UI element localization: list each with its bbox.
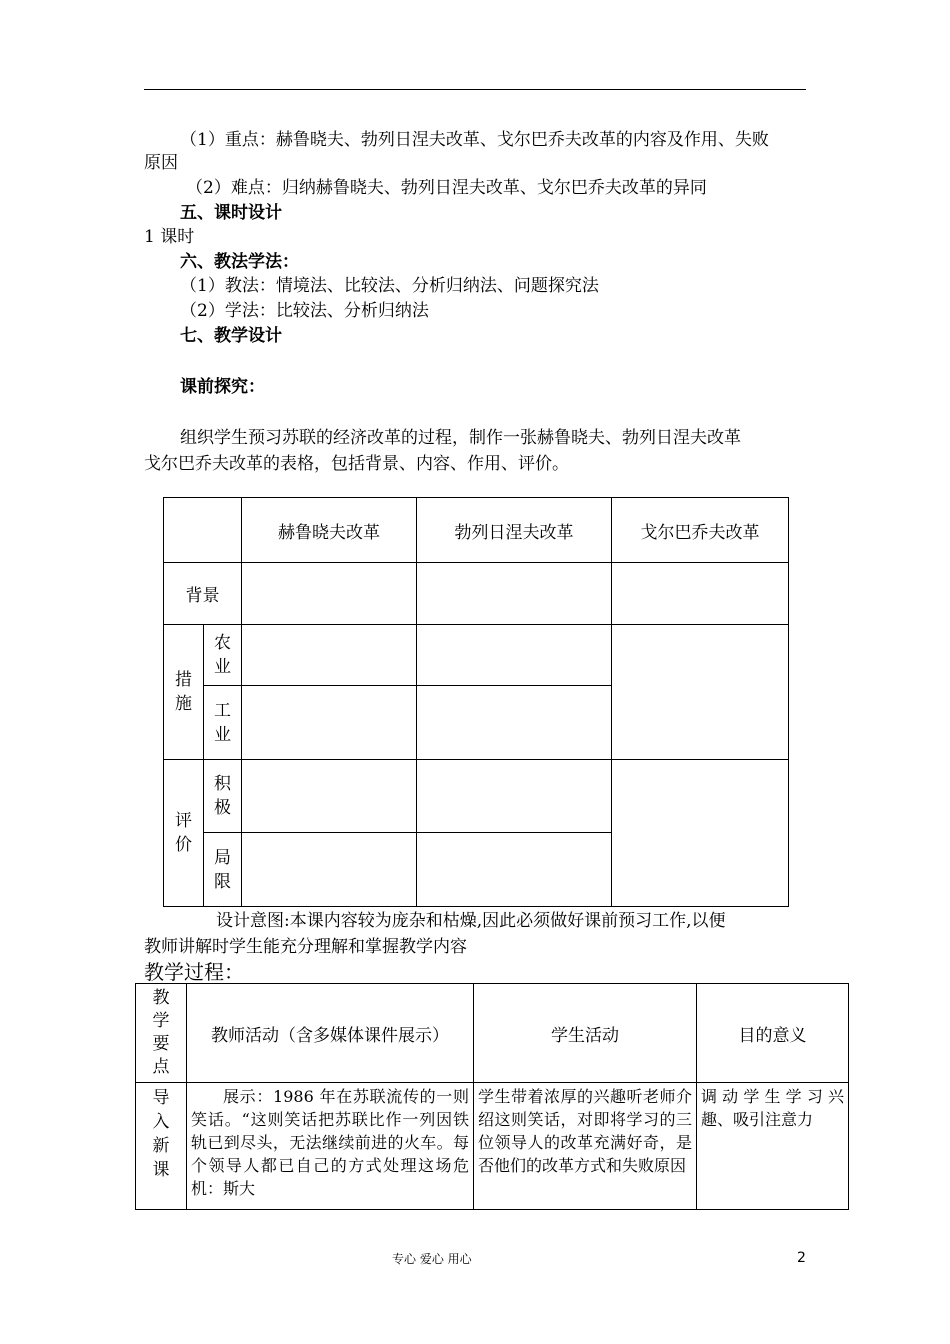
table-cell bbox=[417, 760, 612, 833]
table-cell bbox=[242, 833, 417, 907]
key-points-line-2: （2）难点：归纳赫鲁晓夫、勃列日涅夫改革、戈尔巴乔夫改革的异同 bbox=[186, 178, 707, 198]
row-label-agriculture bbox=[204, 625, 242, 686]
intro-teacher-activity: 展示：1986 年在苏联流传的一则笑话。“这则笑话把苏联比作一列因铁轨已到尽头，无法继续前进的火车。每个领导人都已自己的方式处理这场危机：斯大 bbox=[187, 1083, 474, 1210]
key-points-line-1: （1）重点：赫鲁晓夫、勃列日涅夫改革、戈尔巴乔夫改革的内容及作用、失败 bbox=[180, 130, 769, 150]
table-cell bbox=[612, 625, 789, 760]
section6-item-1: （1）教法：情境法、比较法、分析归纳法、问题探究法 bbox=[180, 276, 599, 296]
vchar: 教 bbox=[152, 988, 170, 1008]
row-label-background: 背景 bbox=[164, 563, 242, 625]
vchar: 评 bbox=[175, 811, 192, 831]
design-intent-1: 设计意图:本课内容较为庞杂和枯燥,因此必须做好课前预习工作,以便 bbox=[216, 911, 726, 931]
table-row bbox=[136, 1083, 849, 1210]
table-cell bbox=[242, 686, 417, 760]
section5-title: 五、课时设计 bbox=[180, 203, 282, 223]
header-teaching-point bbox=[136, 984, 187, 1083]
table-row bbox=[164, 760, 789, 833]
vchar: 措 bbox=[175, 670, 192, 690]
vchar: 积 bbox=[214, 774, 231, 794]
table-row bbox=[164, 563, 789, 625]
vchar: 业 bbox=[214, 724, 231, 745]
row-label-intro bbox=[136, 1083, 187, 1210]
page-number: 2 bbox=[797, 1250, 806, 1266]
table-cell-empty bbox=[164, 498, 242, 563]
vchar: 极 bbox=[214, 798, 231, 818]
section6-item-2: （2）学法：比较法、分析归纳法 bbox=[180, 301, 429, 321]
table-cell bbox=[612, 760, 789, 907]
table-cell bbox=[612, 563, 789, 625]
vchar: 要 bbox=[152, 1034, 170, 1054]
intro-student-activity: 学生带着浓厚的兴趣听老师介绍这则笑话，对即将学习的三位领导人的改革充满好奇，是否他们的改革方式和失败原因 bbox=[474, 1083, 697, 1210]
vchar: 农 bbox=[214, 633, 231, 653]
table-row bbox=[136, 984, 849, 1083]
table-cell bbox=[242, 625, 417, 686]
table-cell bbox=[242, 760, 417, 833]
section6-title: 六、教法学法： bbox=[180, 252, 299, 272]
header-rule bbox=[144, 89, 806, 90]
section5-body: 1 课时 bbox=[144, 227, 195, 247]
table-cell bbox=[242, 563, 417, 625]
table-row bbox=[164, 498, 789, 563]
preview-body-2: 戈尔巴乔夫改革的表格，包括背景、内容、作用、评价。 bbox=[144, 454, 569, 474]
section7-title: 七、教学设计 bbox=[180, 326, 282, 346]
col-header-brezhnev: 勃列日涅夫改革 bbox=[417, 498, 612, 563]
footer-motto: 专心 爱心 用心 bbox=[392, 1252, 472, 1266]
process-title: 教学过程： bbox=[144, 960, 244, 984]
comparison-table bbox=[163, 497, 789, 907]
table-cell bbox=[417, 833, 612, 907]
design-intent-2: 教师讲解时学生能充分理解和掌握教学内容 bbox=[144, 937, 467, 957]
col-header-gorbachev: 戈尔巴乔夫改革 bbox=[612, 498, 789, 563]
preview-body-1: 组织学生预习苏联的经济改革的过程，制作一张赫鲁晓夫、勃列日涅夫改革 bbox=[180, 428, 741, 448]
table-cell bbox=[417, 625, 612, 686]
header-student-activity: 学生活动 bbox=[474, 984, 697, 1083]
row-label-industry bbox=[204, 686, 242, 760]
vchar: 局 bbox=[214, 847, 231, 868]
process-table bbox=[135, 983, 849, 1210]
vchar: 业 bbox=[214, 657, 231, 677]
vchar: 限 bbox=[214, 871, 231, 892]
table-cell bbox=[417, 686, 612, 760]
vchar: 施 bbox=[175, 694, 192, 714]
table-cell bbox=[417, 563, 612, 625]
vchar: 点 bbox=[152, 1057, 170, 1077]
table-row bbox=[164, 625, 789, 686]
intro-purpose: 调动学生学习兴趣、吸引注意力 bbox=[697, 1083, 849, 1210]
header-purpose: 目的意义 bbox=[697, 984, 849, 1083]
col-header-khrushchev: 赫鲁晓夫改革 bbox=[242, 498, 417, 563]
row-label-measures bbox=[164, 625, 204, 760]
vchar: 入 bbox=[152, 1112, 170, 1132]
vchar: 学 bbox=[152, 1011, 170, 1031]
vchar: 课 bbox=[152, 1160, 170, 1180]
row-label-limitation bbox=[204, 833, 242, 907]
row-label-evaluation bbox=[164, 760, 204, 907]
vchar: 新 bbox=[152, 1136, 170, 1156]
key-points-line-1-cont: 原因 bbox=[144, 153, 178, 173]
preview-title: 课前探究： bbox=[180, 377, 265, 397]
header-teacher-activity: 教师活动（含多媒体课件展示） bbox=[187, 984, 474, 1083]
row-label-positive bbox=[204, 760, 242, 833]
vchar: 价 bbox=[175, 835, 192, 855]
vchar: 工 bbox=[214, 700, 231, 721]
vchar: 导 bbox=[152, 1088, 170, 1108]
